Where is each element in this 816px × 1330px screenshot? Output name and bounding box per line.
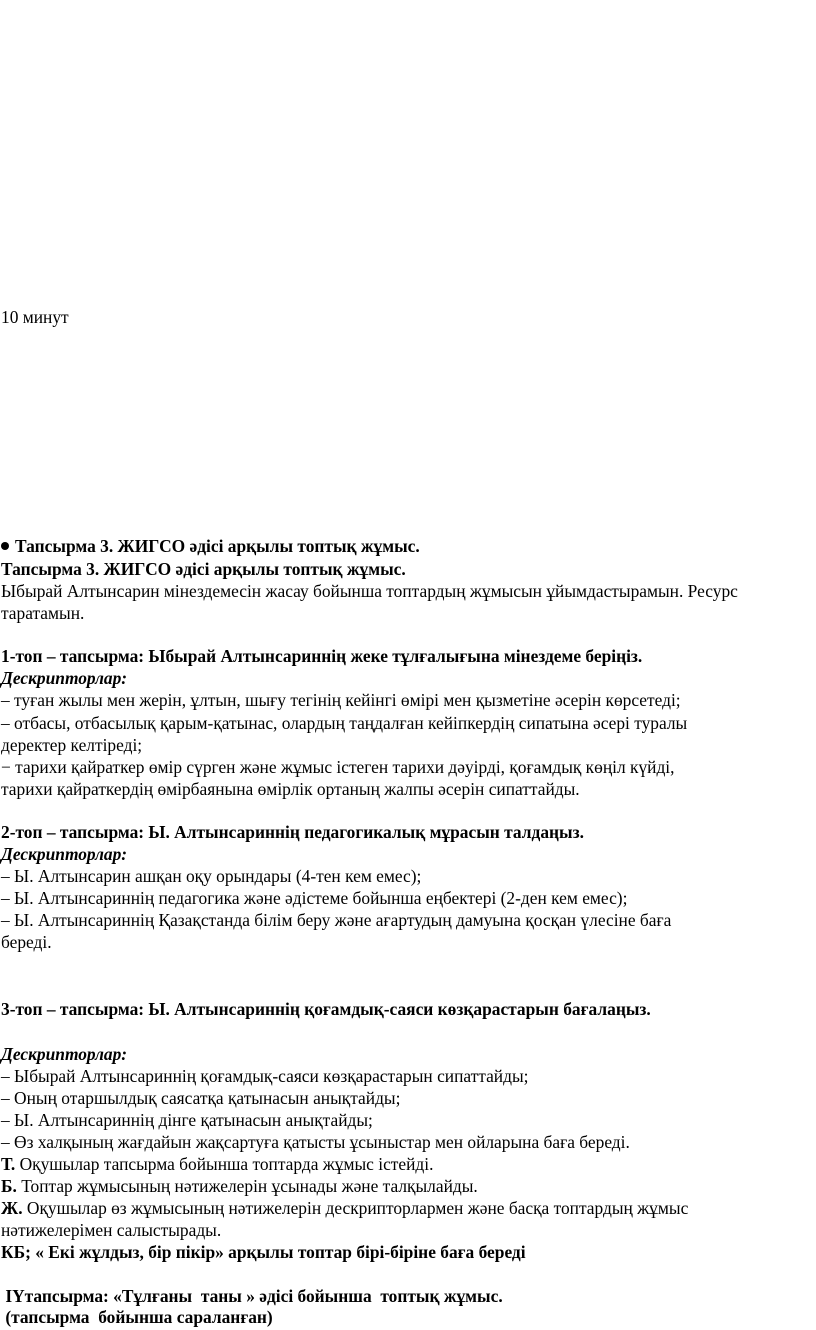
group3-descriptors-label: Дескрипторлар:: [1, 1044, 128, 1064]
step-zh: [1, 1197, 688, 1219]
group3-descriptor-line: – Ыбырай Алтынсариннің қоғамдық-саяси көзқарастарын сипаттайды;: [1, 1066, 529, 1086]
task3-title: Тапсырма 3. ЖИГСО әдісі арқылы топтық жұмыс.: [1, 559, 406, 579]
task4-subtitle: (тапсырма бойынша сараланған): [1, 1307, 273, 1327]
task3-intro-line-2: таратамын.: [1, 603, 85, 623]
group2-descriptor-line: – Ы. Алтынсариннің Қазақстанда білім беру және ағартудың дамуына қосқан үлесіне баға: [1, 910, 672, 930]
step-zh-continued: нәтижелерімен салыстырады.: [1, 1220, 222, 1240]
step-b-text: Топтар жұмысының нәтижелерін ұсынады және талқылайды.: [16, 1176, 478, 1196]
feedback-line: КБ; « Екі жұлдыз, бір пікір» арқылы топтар бірі-біріне баға береді: [1, 1242, 526, 1262]
group2-descriptor-line: береді.: [1, 932, 52, 952]
group3-descriptor-line: – Оның отаршылдық саясатқа қатынасын анықтайды;: [1, 1088, 401, 1108]
group1-title: 1-топ – тапсырма: Ыбырай Алтынсариннің жеке тұлғалығына мінездеме беріңіз.: [1, 646, 643, 666]
group1-descriptor-line: – отбасы, отбасылық қарым-қатынас, олардың таңдалған кейіпкердің сипатына әсері туралы: [1, 713, 688, 733]
group2-descriptor-line: – Ы. Алтынсарин ашқан оқу орындары (4-тен кем емес);: [1, 866, 422, 886]
step-zh-label: Ж.: [1, 1198, 23, 1218]
group3-descriptor-line: – Ы. Алтынсариннің дінге қатынасын анықтайды;: [1, 1110, 373, 1130]
task4-title: ІҮтапсырма: «Тұлғаны таны » әдісі бойынша топтық жұмыс.: [1, 1286, 503, 1306]
group1-descriptor-line: – туған жылы мен жерін, ұлтын, шығу тегінің кейінгі өмірі мен қызметіне әсерін көрсетеді;: [1, 690, 681, 710]
bullet-icon: [1, 542, 9, 550]
group1-descriptor-line: − тарихи қайраткер өмір сүрген және жұмыс істеген тарихи дәуірді, қоғамдық көңіл күйді,: [1, 757, 675, 777]
group2-descriptor-line: – Ы. Алтынсариннің педагогика және әдістеме бойынша еңбектері (2-ден кем емес);: [1, 888, 628, 908]
group3-descriptor-line: – Өз халқының жағдайын жақсартуға қатысты ұсыныстар мен ойларына баға береді.: [1, 1132, 630, 1152]
step-b: [1, 1175, 478, 1197]
duration-text: 10 минут: [1, 307, 69, 327]
group1-descriptors-label: Дескрипторлар:: [1, 668, 128, 688]
group2-title: 2-топ – тапсырма: Ы. Алтынсариннің педагогикалық мұрасын талдаңыз.: [1, 822, 584, 842]
step-zh-text: Оқушылар өз жұмысының нәтижелерін дескрипторлармен және басқа топтардың жұмыс: [22, 1198, 689, 1218]
step-b-label: Б.: [1, 1176, 17, 1196]
task3-intro-line-1: Ыбырай Алтынсарин мінездемесін жасау бойынша топтардың жұмысын ұйымдастырамын. Ресурс: [1, 581, 738, 601]
step-t-text: Оқушылар тапсырма бойынша топтарда жұмыс істейді.: [15, 1154, 434, 1174]
group1-descriptor-line: деректер келтіреді;: [1, 735, 143, 755]
group1-descriptor-line: тарихи қайраткердің өмірбаянына өмірлік ортаның жалпы әсерін сипаттайды.: [1, 779, 580, 799]
step-t-label: Т.: [1, 1154, 16, 1174]
step-t: [1, 1153, 433, 1175]
task3-bullet-heading: [1, 535, 420, 557]
group3-title: 3-топ – тапсырма: Ы. Алтынсариннің қоғамдық-саяси көзқарастарын бағалаңыз.: [1, 999, 651, 1019]
task3-bullet-title: Тапсырма 3. ЖИГСО әдісі арқылы топтық жұмыс.: [15, 536, 420, 556]
group2-descriptors-label: Дескрипторлар:: [1, 844, 128, 864]
